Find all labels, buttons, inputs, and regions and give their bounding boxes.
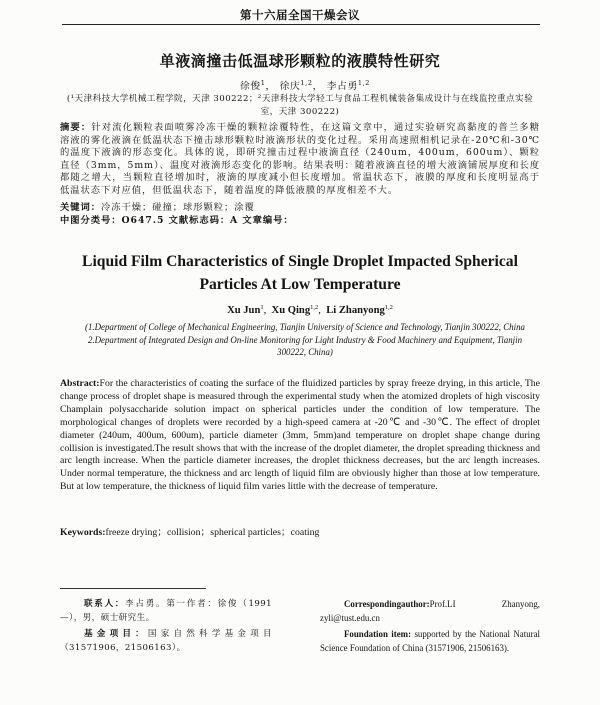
chinese-abstract-text: 针对流化颗粒表面喷雾冷冻干燥的颗粒涂覆特性，在这篇文章中，通过实验研究高黏度的普兰多糖溶液的雾化液滴在低温状态下撞击球形颗粒时液滴形状的变化过程。采用高速照相机记录在-20℃和-30℃的温度下液滴的形态变化。具体的说，即研究撞击过程中液滴直径（240um，400um，600um）、颗粒直径（3mm，5mm）、温度对液滴形态变化的影响。结果表明：随着液滴直径的增大液滴铺展厚度和长度都随之增大，当颗粒直径增加时，液滴的厚度减小但长度增加。常温状态下，液膜的厚度和长度明显高于低温状态下对应值，但低温状态下，随着温度的降低液膜的厚度相差不大。 — [60, 122, 540, 196]
author-name: Li Zhanyong — [326, 305, 385, 316]
author-separator: ， — [312, 81, 323, 92]
chinese-keywords-text: 冷冻干燥；碰撞；球形颗粒；涂覆 — [101, 202, 255, 213]
corresponding-footnote — [320, 597, 540, 625]
chinese-title: 单液滴撞击低温球形颗粒的液膜特性研究 — [159, 52, 441, 70]
author-separator: ， — [265, 81, 276, 92]
header-rule — [62, 24, 540, 25]
english-abstract-label: Abstract: — [60, 378, 100, 389]
english-title: Liquid Film Characteristics of Single Droplet Impacted Spherical Particles At Low Temperature — [82, 253, 518, 293]
english-abstract — [60, 378, 540, 494]
chinese-authors — [60, 78, 550, 92]
fund-label: 基金项目： — [84, 629, 148, 639]
english-keywords-label: Keywords: — [60, 527, 106, 538]
foundation-footnote — [320, 627, 540, 655]
chinese-footnotes — [60, 597, 272, 657]
footnote-rule — [60, 588, 206, 589]
chinese-abstract — [60, 122, 540, 198]
contact-text: 李占勇。第一作者：徐俊（1991—），男，硕士研究生。 — [60, 599, 272, 623]
author-affiliation-mark: 1,2 — [300, 79, 313, 87]
chinese-affiliation: (¹天津科技大学机械工程学院，天津 300222；²天津科技大学轻工与食品工程机械装备集成设计与在线监控重点实验室，天津 300222) — [66, 94, 534, 117]
author-affiliation-mark: 1 — [260, 304, 264, 311]
english-authors — [60, 305, 560, 316]
author-name: Xu Jun — [227, 305, 261, 316]
author-separator: , — [318, 305, 327, 316]
contact-footnote — [60, 597, 272, 625]
corresponding-text: Prof.LI Zhanyong, zyli@tust.edu.cn — [320, 599, 540, 623]
english-abstract-text: For the characteristics of coating the surface of the fluidized particles by spray freeze drying, in this article, The change process of droplet shape is measured through the experimental study when the atomized droplets of high viscosity Champlain polysaccharide solution impact on spherical particles under the condition of low temperature. The morphological changes of droplets were recorded by a high-speed camera at -20℃ and -30℃. The effect of droplet diameter (240um, 400um, 600um), particle diameter (3mm, 5mm)and temperature on droplet shape change during collision is investigated.The result shows that with the increase of the droplet diameter, the droplet spreading thickness and arc length increase. When the particle diameter increases, the droplet thickness decreases, but the arc length increases. Under normal temperature, the thickness and arc length of liquid film are obviously higher than those at low temperature. But at low temperature, the thickness of liquid film varies little with the decrease of temperature. — [60, 378, 540, 493]
author-name: Xu Qing — [271, 305, 311, 316]
chinese-keywords-label: 关键词： — [60, 202, 101, 213]
author-affiliation-mark: 1,2 — [357, 79, 371, 87]
chinese-keywords — [60, 202, 540, 215]
author-affiliation-mark: 1 — [260, 79, 266, 87]
affiliation-1: (1.Department of College of Mechanical Engineering, Tianjin University of Science and Technology, Tianjin 300222, China — [85, 322, 525, 332]
author-name: 李占勇 — [326, 81, 358, 92]
english-footnotes — [320, 597, 540, 657]
english-affiliations — [82, 321, 528, 359]
corresponding-label: Correspondingauthor: — [344, 599, 430, 609]
english-keywords — [60, 527, 540, 540]
author-name: 徐俊 — [239, 81, 261, 92]
fund-footnote — [60, 627, 272, 655]
fund-text: 国家自然科学基金项目（31571906，21506163）。 — [60, 629, 272, 653]
classification-line: 中图分类号：O647.5 文献标志码：A 文章编号： — [60, 215, 294, 226]
conference-header: 第十六届全国干燥会议 — [240, 8, 360, 22]
author-affiliation-mark: 1,2 — [384, 304, 393, 311]
foundation-text: supported by the National Natural Science Foundation of China (31571906, 21506163). — [320, 629, 540, 653]
english-keywords-text: freeze drying；collision；spherical particles；coating — [105, 527, 320, 538]
author-name: 徐庆 — [279, 81, 301, 92]
foundation-label: Foundation item: — [344, 629, 412, 639]
affiliation-2: 2.Department of Integrated Design and On-line Monitoring for Light Industry & Food Machinery and Equipment, Tianjin 300222, China) — [87, 334, 523, 357]
contact-label: 联系人： — [84, 599, 126, 609]
author-affiliation-mark: 1,2 — [310, 304, 319, 311]
author-separator: , — [263, 305, 272, 316]
chinese-abstract-label: 摘要： — [60, 122, 92, 133]
